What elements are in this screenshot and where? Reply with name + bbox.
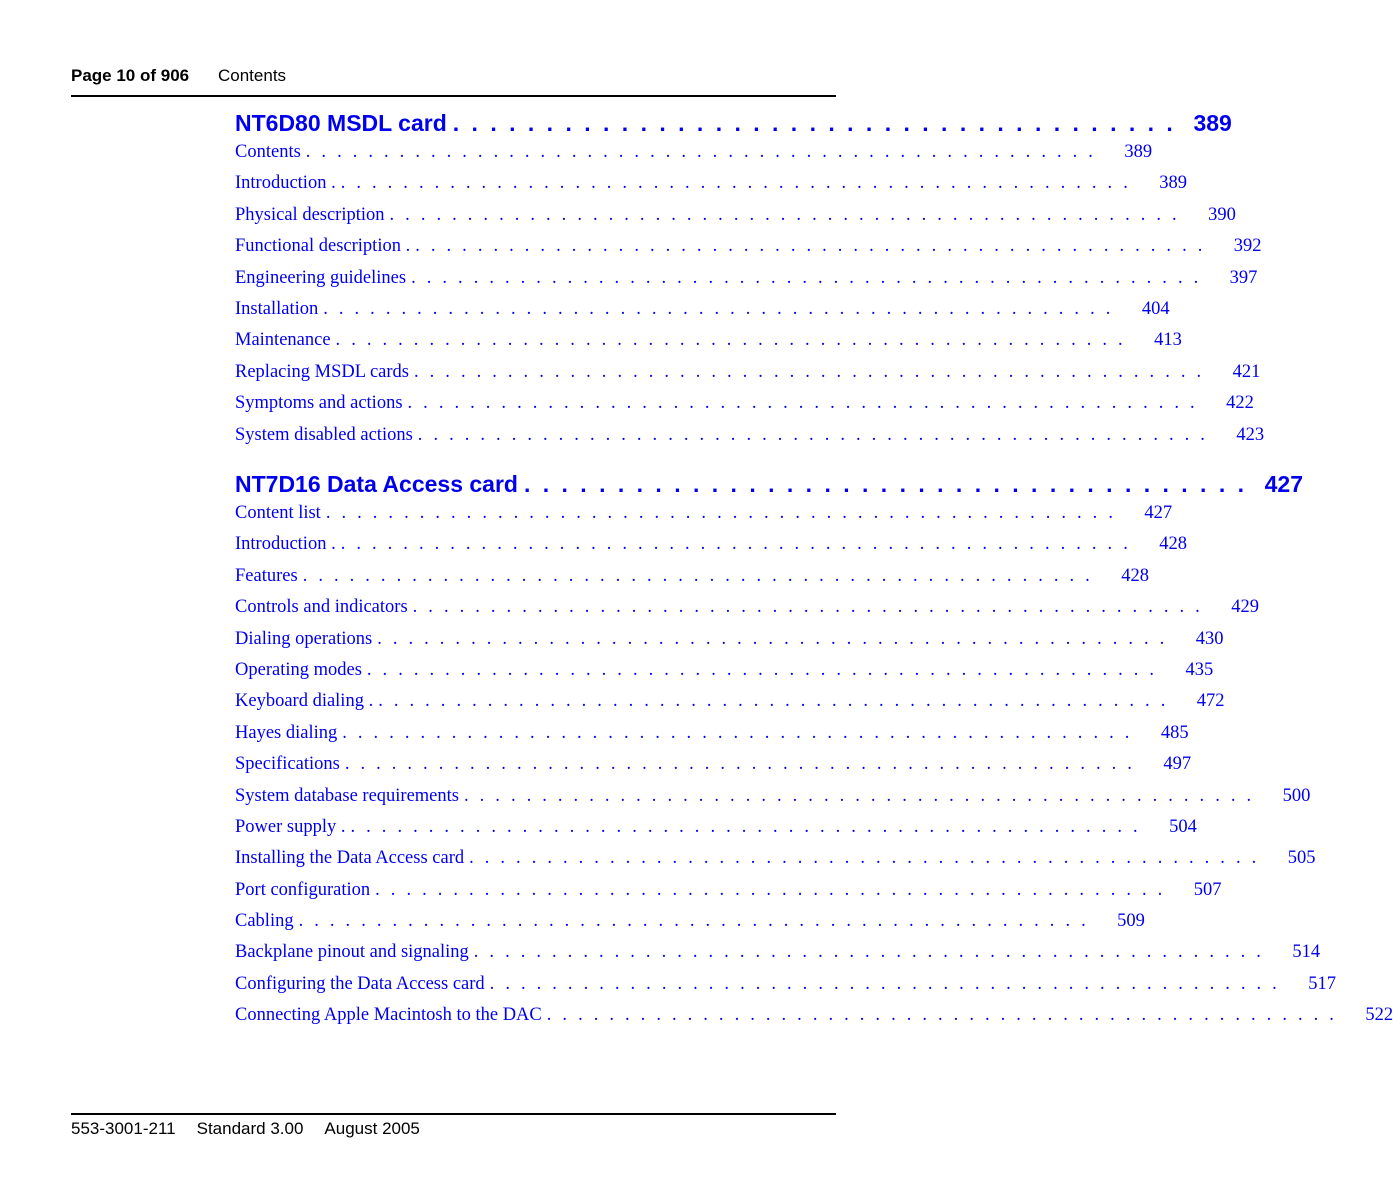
entry-title: Port configuration [235, 879, 371, 900]
publish-date: August 2005 [324, 1119, 420, 1138]
dot-leader: . . . . . . . . . . . . . . . . . . . . . . . . . . . . . . . . . . . . . . . . . . . . . . . . . . . [407, 393, 1198, 414]
dot-leader: . . . . . . . . . . . . . . . . . . . . . . . . . . . . . . . . . . . . . . . . . . . . . . . . . . . [305, 142, 1097, 162]
entry-title: Maintenance [235, 330, 331, 351]
toc-entry[interactable] [235, 722, 1189, 754]
chapter-link[interactable] [235, 110, 1232, 142]
entry-title: Physical description [235, 204, 385, 225]
dot-leader: . . . . . . . . . . . . . . . . . . . . . . . . . . . . . . . . . . . . . . . . . . . . . . . . . . . [417, 424, 1209, 445]
dot-leader: . . . . . . . . . . . . . . . . . . . . . . . . . . . . . . . . . . . . . . . . . . . . . . . . . . . [335, 330, 1126, 351]
entry-page: 505 [1287, 848, 1316, 869]
entry-page: 504 [1169, 816, 1197, 837]
chapter-title: NT6D80 MSDL card [235, 110, 447, 136]
entry-title: Connecting Apple Macintosh to the DAC [235, 1005, 542, 1026]
entry-page: 429 [1231, 597, 1259, 618]
chapter-page: 389 [1193, 110, 1232, 136]
toc-entry[interactable] [235, 942, 1321, 973]
toc-entry[interactable] [235, 393, 1254, 424]
entry-page: 428 [1121, 565, 1150, 586]
entry-title: Features [235, 565, 298, 586]
section-title: Contents [218, 66, 287, 85]
dot-leader: . . . . . . . . . . . . . . . . . . . . . . . . . . . . . . . . . . . . . . . . . . . . . . . . . . . [298, 911, 1089, 932]
toc-entry[interactable] [235, 565, 1150, 597]
entry-page: 497 [1163, 754, 1192, 775]
entry-page: 509 [1117, 911, 1145, 932]
entry-page: 428 [1159, 534, 1188, 555]
toc-entry[interactable] [235, 142, 1153, 173]
toc-entry[interactable] [235, 267, 1258, 299]
toc-entry[interactable] [235, 236, 1262, 267]
dot-leader: . . . . . . . . . . . . . . . . . . . . . . . . . . . . . . . . . . . . . . . [523, 471, 1248, 497]
entry-page: 427 [1144, 503, 1173, 523]
toc-entry[interactable] [235, 597, 1259, 628]
entry-title: Keyboard dialing . [235, 691, 374, 712]
entry-page: 404 [1141, 298, 1170, 319]
entry-title: Configuring the Data Access card [235, 973, 485, 994]
toc-entry[interactable] [235, 330, 1182, 361]
entry-page: 389 [1124, 142, 1153, 162]
entry-page: 422 [1226, 393, 1254, 414]
entry-title: Specifications [235, 754, 340, 775]
dot-leader: . . . . . . . . . . . . . . . . . . . . . . . . . . . . . . . . . . . . . . . . . . . . . . . . . . . [389, 204, 1180, 225]
entry-title: Operating modes [235, 659, 362, 680]
chapter-page: 427 [1264, 471, 1304, 497]
header-divider [71, 95, 836, 97]
dot-leader: . . . . . . . . . . . . . . . . . . . . . . . . . . . . . . . . . . . . . . . [452, 110, 1176, 136]
entry-page: 514 [1292, 942, 1321, 963]
dot-leader: . . . . . . . . . . . . . . . . . . . . . . . . . . . . . . . . . . . . . . . . . . . . . . . . . . . [375, 879, 1166, 900]
page-footer [71, 1119, 441, 1139]
toc-entry[interactable] [235, 503, 1173, 534]
toc-entry[interactable] [235, 973, 1336, 1005]
toc-entry[interactable] [235, 534, 1188, 565]
dot-leader: . . . . . . . . . . . . . . . . . . . . . . . . . . . . . . . . . . . . . . . . . . . . . . . . . . . [340, 534, 1132, 555]
page-number: Page 10 of 906 [71, 66, 190, 85]
dot-leader: . . . . . . . . . . . . . . . . . . . . . . . . . . . . . . . . . . . . . . . . . . . . . . . . . . . [464, 785, 1255, 806]
dot-leader: . . . . . . . . . . . . . . . . . . . . . . . . . . . . . . . . . . . . . . . . . . . . . . . . . . . [325, 503, 1117, 523]
page-header [71, 66, 835, 96]
toc-entry[interactable] [235, 785, 1311, 817]
standard-version: Standard 3.00 [196, 1119, 304, 1138]
entry-title: Functional description . [235, 236, 411, 257]
toc-chapter-2 [235, 471, 1393, 1037]
toc-chapter-1 [235, 110, 1265, 456]
entry-page: 472 [1196, 691, 1225, 712]
dot-leader: . . . . . . . . . . . . . . . . . . . . . . . . . . . . . . . . . . . . . . . . . . . . . . . . . . . [302, 565, 1094, 586]
toc-entry[interactable] [235, 361, 1261, 393]
dot-leader: . . . . . . . . . . . . . . . . . . . . . . . . . . . . . . . . . . . . . . . . . . . . . . . . . . . [323, 298, 1114, 319]
toc-entry[interactable] [235, 754, 1192, 785]
toc-entry[interactable] [235, 173, 1188, 204]
entry-title: Replacing MSDL cards [235, 361, 409, 382]
dot-leader: . . . . . . . . . . . . . . . . . . . . . . . . . . . . . . . . . . . . . . . . . . . . . . . . . . . [489, 973, 1280, 994]
dot-leader: . . . . . . . . . . . . . . . . . . . . . . . . . . . . . . . . . . . . . . . . . . . . . . . . . . . [546, 1005, 1338, 1026]
dot-leader: . . . . . . . . . . . . . . . . . . . . . . . . . . . . . . . . . . . . . . . . . . . . . . . . . . . [340, 173, 1132, 194]
entry-title: Symptoms and actions [235, 393, 403, 414]
entry-title: System disabled actions [235, 424, 413, 445]
dot-leader: . . . . . . . . . . . . . . . . . . . . . . . . . . . . . . . . . . . . . . . . . . . . . . . . . . . [415, 236, 1206, 257]
entry-page: 390 [1208, 204, 1236, 225]
toc-entry[interactable] [235, 1005, 1393, 1036]
entry-title: Hayes dialing [235, 722, 338, 743]
entry-page: 421 [1232, 361, 1261, 382]
entry-title: Introduction . [235, 534, 336, 555]
dot-leader: . . . . . . . . . . . . . . . . . . . . . . . . . . . . . . . . . . . . . . . . . . . . . . . . . . . [469, 848, 1260, 869]
toc-entry[interactable] [235, 816, 1197, 848]
entry-page: 517 [1308, 973, 1336, 994]
entry-title: Installation [235, 298, 319, 319]
entry-page: 522 [1365, 1005, 1393, 1026]
dot-leader: . . . . . . . . . . . . . . . . . . . . . . . . . . . . . . . . . . . . . . . . . . . . . . . . . . . [366, 659, 1158, 680]
toc-entry[interactable] [235, 628, 1224, 660]
entry-page: 389 [1159, 173, 1188, 194]
toc-entry[interactable] [235, 298, 1170, 330]
entry-title: System database requirements [235, 785, 459, 806]
entry-page: 397 [1229, 267, 1258, 288]
chapter-title: NT7D16 Data Access card [235, 471, 518, 497]
dot-leader: . . . . . . . . . . . . . . . . . . . . . . . . . . . . . . . . . . . . . . . . . . . . . . . . . . . [473, 942, 1265, 963]
entry-page: 392 [1233, 236, 1262, 257]
entry-page: 435 [1185, 659, 1214, 680]
dot-leader: . . . . . . . . . . . . . . . . . . . . . . . . . . . . . . . . . . . . . . . . . . . . . . . . . . . [411, 267, 1202, 288]
entry-page: 413 [1154, 330, 1182, 351]
dot-leader: . . . . . . . . . . . . . . . . . . . . . . . . . . . . . . . . . . . . . . . . . . . . . . . . . . . [412, 597, 1203, 618]
entry-page: 430 [1195, 628, 1224, 649]
entry-title: Controls and indicators [235, 597, 408, 618]
toc-entry[interactable] [235, 204, 1236, 236]
entry-title: Content list [235, 503, 321, 523]
entry-page: 507 [1193, 879, 1222, 900]
toc-entry[interactable] [235, 911, 1145, 942]
entry-title: Installing the Data Access card [235, 848, 465, 869]
toc-entry[interactable] [235, 659, 1214, 691]
doc-number: 553-3001-211 [71, 1119, 176, 1138]
dot-leader: . . . . . . . . . . . . . . . . . . . . . . . . . . . . . . . . . . . . . . . . . . . . . . . . . . . [377, 628, 1168, 649]
dot-leader: . . . . . . . . . . . . . . . . . . . . . . . . . . . . . . . . . . . . . . . . . . . . . . . . . . . [344, 754, 1136, 775]
dot-leader: . . . . . . . . . . . . . . . . . . . . . . . . . . . . . . . . . . . . . . . . . . . . . . . . . . . [342, 722, 1133, 743]
entry-title: Engineering guidelines [235, 267, 407, 288]
entry-title: Power supply . [235, 816, 346, 837]
footer-divider [71, 1113, 836, 1115]
entry-title: Backplane pinout and signaling [235, 942, 469, 963]
dot-leader: . . . . . . . . . . . . . . . . . . . . . . . . . . . . . . . . . . . . . . . . . . . . . . . . . . . [350, 816, 1141, 837]
entry-title: Contents [235, 142, 301, 162]
dot-leader: . . . . . . . . . . . . . . . . . . . . . . . . . . . . . . . . . . . . . . . . . . . . . . . . . . . [414, 361, 1205, 382]
entry-title: Introduction . [235, 173, 336, 194]
entry-title: Dialing operations [235, 628, 373, 649]
toc-entry[interactable] [235, 848, 1316, 879]
toc-entry[interactable] [235, 691, 1225, 722]
entry-page: 423 [1236, 424, 1265, 445]
entry-title: Cabling [235, 911, 294, 932]
toc-entry[interactable] [235, 424, 1265, 456]
toc-entry[interactable] [235, 879, 1222, 911]
entry-page: 485 [1160, 722, 1189, 743]
entry-page: 500 [1282, 785, 1311, 806]
dot-leader: . . . . . . . . . . . . . . . . . . . . . . . . . . . . . . . . . . . . . . . . . . . . . . . . . . . [378, 691, 1169, 712]
chapter-link[interactable] [235, 471, 1304, 503]
